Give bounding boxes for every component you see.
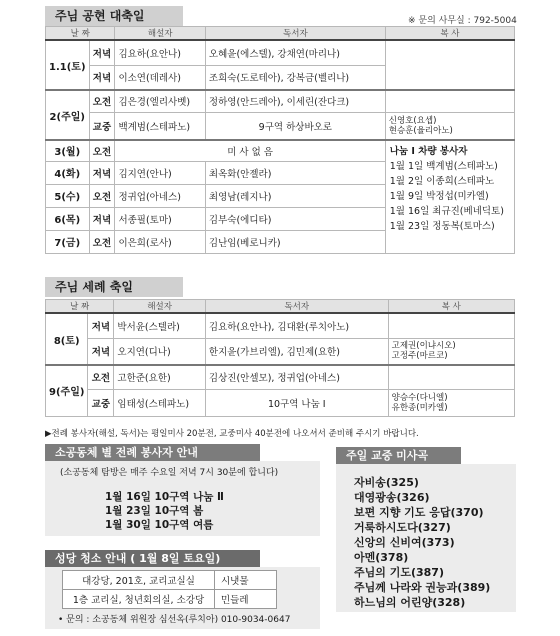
table-row [46, 140, 515, 161]
mass-time: 오전 [88, 365, 114, 389]
mass-time: 오전 [89, 90, 115, 112]
commentator-cell: 서종필(토마) [115, 207, 205, 230]
cleaning-place: 대강당, 201호, 교리교실실 [63, 571, 215, 590]
table-row [46, 365, 515, 389]
day-cell: 8(토) [46, 313, 88, 365]
header-reader: 독서자 [205, 300, 388, 314]
reader-cell: 최영남(레지나) [205, 184, 385, 207]
training-subtitle: (소공동체 탐방은 매주 수요일 저녁 7시 30분에 합니다) [60, 468, 279, 478]
training-item: 1월 16일 10구역 나눔 Ⅱ [105, 491, 224, 503]
commentator-cell: 박서윤(스텔라) [114, 313, 206, 338]
reader-cell: 정하영(안드레아), 이세린(잔다크) [205, 90, 385, 112]
header-day: 날 짜 [46, 27, 115, 41]
commentator-cell: 고한준(요한) [114, 365, 206, 389]
commentator-cell: 김지연(안나) [115, 161, 205, 184]
song-item: 주님의 기도(387) [354, 566, 444, 579]
table-row [63, 590, 277, 609]
mass-time: 저녁 [89, 161, 115, 184]
song-item: 주님께 나라와 권능과(389) [354, 581, 491, 594]
vehicle-item: 1월 1일 백계범(스테파노) [389, 161, 498, 172]
header-day: 날 짜 [46, 300, 114, 314]
header-commentator: 해설자 [115, 27, 205, 41]
section1-table [45, 26, 515, 254]
section2-table [45, 299, 515, 417]
day-cell: 4(화) [46, 161, 90, 184]
day-cell: 5(수) [46, 184, 90, 207]
mass-time: 저녁 [89, 207, 115, 230]
training-item: 1월 30일 10구역 여름 [105, 519, 214, 531]
reader-cell: 한지윤(가브리엘), 김민제(요한) [205, 338, 388, 365]
no-mass-cell: 미 사 없 음 [115, 140, 385, 161]
table-row [46, 90, 515, 112]
server-cell: 고제권(이냐시오) 고정주(마르코) [388, 338, 514, 365]
header-server: 복 사 [385, 27, 514, 41]
table-row [63, 571, 277, 590]
server-cell [388, 365, 514, 389]
reader-cell: 김상진(안셀모), 정귀업(아네스) [205, 365, 388, 389]
song-item: 대영광송(326) [354, 491, 430, 504]
mass-time: 오전 [89, 184, 115, 207]
song-item: 신앙의 신비여(373) [354, 536, 455, 549]
song-item: 보편 지향 기도 응답(370) [354, 506, 484, 519]
day-cell: 7(금) [46, 230, 90, 253]
mass-time: 저녁 [88, 338, 114, 365]
table-row [46, 40, 515, 65]
commentator-cell: 이소연(데레사) [115, 65, 205, 90]
mass-time: 저녁 [88, 313, 114, 338]
reader-cell: 최옥화(안젤라) [205, 161, 385, 184]
commentator-cell: 백계범(스테파노) [115, 112, 205, 140]
mass-time: 교중 [88, 389, 114, 416]
day-cell: 3(월) [46, 140, 90, 161]
day-cell: 1.1(토) [46, 40, 90, 90]
table-row [46, 389, 515, 416]
server-cell [385, 40, 514, 90]
cleaning-contact: • 문의 : 소공동체 위원장 심선옥(루치아) 010-9034-0647 [58, 615, 291, 625]
section1-header-row [46, 27, 515, 41]
day-cell: 6(목) [46, 207, 90, 230]
server-cell [385, 90, 514, 112]
reader-cell: 오혜윤(에스텔), 강채연(마리나) [205, 40, 385, 65]
section2-header-row [46, 300, 515, 314]
cleaning-title: 성당 청소 안내 ( 1월 8일 토요일) [45, 550, 260, 567]
vehicle-item: 1월 2일 이종희(스테파노 [389, 176, 495, 187]
cleaning-group: 시냇물 [215, 571, 277, 590]
commentator-cell: 김은경(엘리사벳) [115, 90, 205, 112]
header-server: 복 사 [388, 300, 514, 314]
mass-time: 오전 [89, 140, 115, 161]
cleaning-group: 민들레 [215, 590, 277, 609]
section1-title: 주님 공현 대축일 [45, 6, 183, 26]
vehicle-item: 1월 23일 정동복(토마스) [389, 221, 495, 232]
vehicle-item: 1월 16일 최규진(베네딕토) [389, 206, 504, 217]
server-cell [388, 313, 514, 338]
day-cell: 2(주일) [46, 90, 90, 140]
office-contact: ※ 문의 사무실 : 792-5004 [408, 16, 517, 26]
reader-cell: 9구역 하상바오로 [205, 112, 385, 140]
song-item: 거룩하시도다(327) [354, 521, 451, 534]
mass-time: 교중 [89, 112, 115, 140]
table-row [46, 338, 515, 365]
commentator-cell: 임태성(스테파노) [114, 389, 206, 416]
reader-cell: 김난임(베로니카) [205, 230, 385, 253]
training-title: 소공동체 별 전례 봉사자 안내 [45, 444, 260, 461]
songs-title: 주일 교중 미사곡 [336, 447, 461, 464]
song-item: 자비송(325) [354, 476, 419, 489]
header-reader: 독서자 [205, 27, 385, 41]
reader-cell: 조희숙(도로테아), 강복금(벨리나) [205, 65, 385, 90]
section2-title: 주님 세례 축일 [45, 277, 183, 297]
commentator-cell: 오지연(디나) [114, 338, 206, 365]
table-row [46, 112, 515, 140]
day-cell: 9(주일) [46, 365, 88, 416]
reader-cell: 김요하(요안나), 김대환(루치아노) [205, 313, 388, 338]
mass-time: 오전 [89, 230, 115, 253]
mass-time: 저녁 [89, 65, 115, 90]
training-item: 1월 23일 10구역 봄 [105, 505, 204, 517]
mass-time: 저녁 [89, 40, 115, 65]
commentator-cell: 정귀업(아네스) [115, 184, 205, 207]
header-commentator: 해설자 [114, 300, 206, 314]
server-cell: 양승수(다니엘) 유한종(미카엘) [388, 389, 514, 416]
cleaning-place: 1층 교리실, 청년회의실, 소강당 [63, 590, 215, 609]
server-cell: 신영호(요셉) 현승훈(율리아노) [385, 112, 514, 140]
commentator-cell: 김요하(요안나) [115, 40, 205, 65]
song-item: 하느님의 어린양(328) [354, 596, 466, 609]
vehicle-item: 1월 9일 박정섭(미카엘) [389, 191, 489, 202]
song-item: 아멘(378) [354, 551, 409, 564]
volunteer-footnote: ▶전례 봉사자(해설, 독서)는 평일미사 20분전, 교중미사 40분전에 나오셔서 준비해 주시기 바랍니다. [45, 429, 419, 439]
vehicle-title: 나눔 I 차량 봉사자 [389, 146, 468, 157]
cleaning-table [62, 570, 277, 609]
commentator-cell: 이은희(로사) [115, 230, 205, 253]
reader-cell: 10구역 나눔 I [205, 389, 388, 416]
vehicle-volunteers [385, 140, 514, 253]
table-row [46, 313, 515, 338]
reader-cell: 김부숙(에디타) [205, 207, 385, 230]
